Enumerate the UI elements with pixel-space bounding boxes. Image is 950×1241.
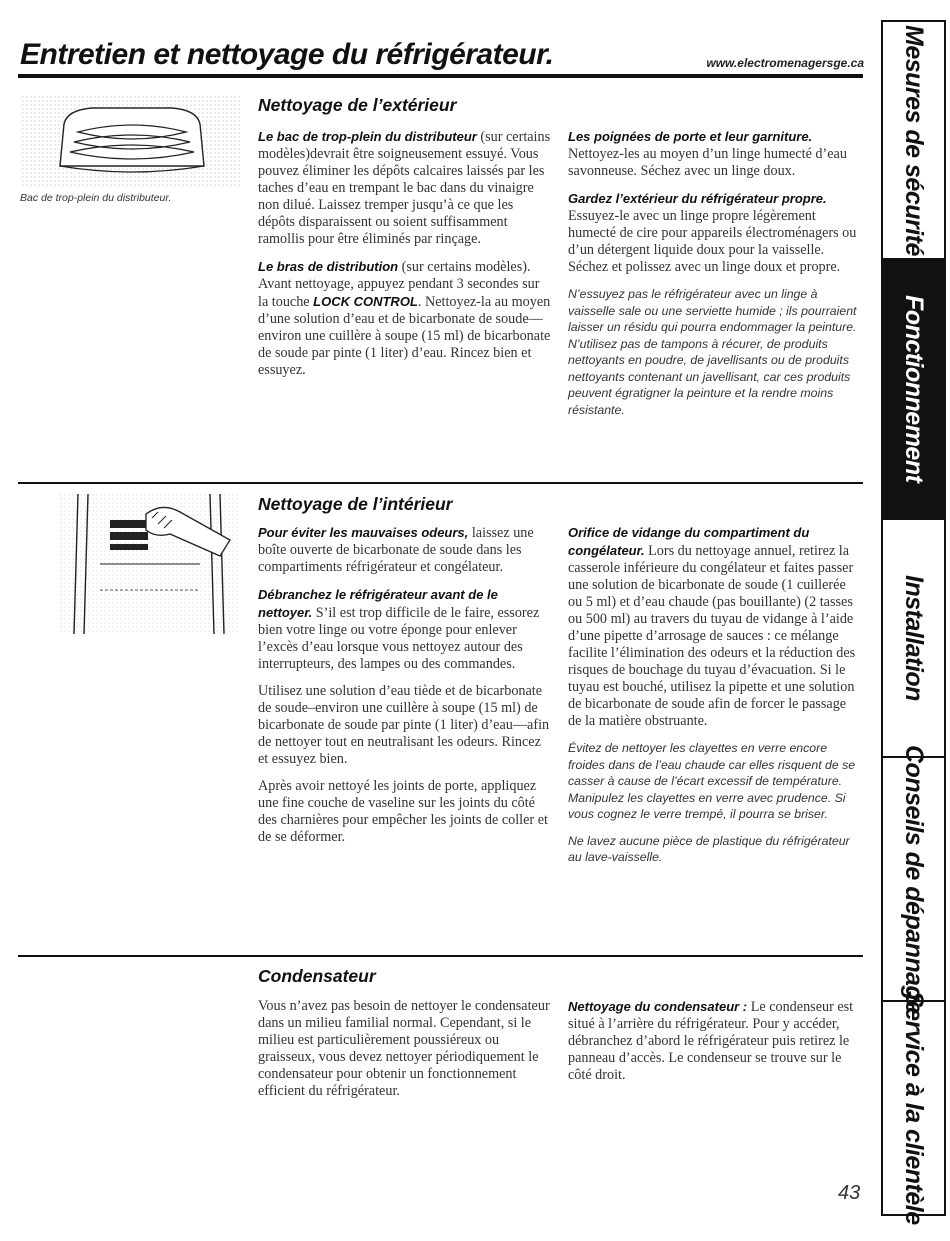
run-in-heading: Pour éviter les mauvaises odeurs, [258, 525, 469, 540]
run-in-heading: Les poignées de porte et leur garniture. [568, 129, 813, 144]
refrigerator-interior-illustration [60, 494, 240, 634]
exterior-column-right [568, 128, 860, 428]
paragraph: Utilisez une solution d’eau tiède et de bicarbonate de soude–environ une cuillère à soupe (15 ml) de bicarbonate de soude par pinte (1 liter) d’eau—afin de nettoyer tout en neutralisant les odeurs. Rincez et essuyez bien. [258, 683, 550, 767]
key-name: LOCK CONTROL [313, 294, 418, 309]
image-caption: Bac de trop-plein du distributeur. [20, 192, 172, 204]
body-text: Lors du nettoyage annuel, retirez la casserole inférieure du congélateur et faites passer une solution de bicarbonate de soude (1 cuillerée ou 5 ml) et d’eau chaude (pas bouillante) (2 tasses ou 500 ml) au travers du tuyau de vidange à l’aide d’une pipette d’arrosage de sauces : ce mélange facilite l’élimination des odeurs et la réduction des risques de bouchage du tuyau d’évacuation. Si le tuyau est bouché, utilisez la pipette et une solution de bicarbonate de soude afin de forcer le passage de la matière obstruante. [568, 543, 856, 729]
section-heading-condenser: Condensateur [258, 966, 376, 986]
paragraph [568, 998, 860, 1084]
run-in-heading: Gardez l’extérieur du réfrigérateur propre. [568, 191, 827, 206]
tab-safety[interactable] [883, 22, 944, 260]
tab-operation[interactable] [883, 260, 944, 520]
section-heading-interior: Nettoyage de l’intérieur [258, 494, 453, 514]
paragraph: Après avoir nettoyé les joints de porte, appliquez une fine couche de vaseline sur les joints du côté des charnières pour empêcher les joints de coller et de se déformer. [258, 778, 548, 845]
paragraph: Vous n’avez pas besoin de nettoyer le condensateur dans un milieu familial normal. Cependant, si le milieu est particulièrement poussiéreux ou graisseux, vous devez nettoyer périodiquement le condensateur pour obtenir un fonctionnement efficient du réfrigérateur. [258, 998, 550, 1099]
paragraph [258, 586, 552, 673]
paragraph [568, 190, 860, 276]
overflow-tray-illustration [22, 96, 240, 192]
body-text: (sur certains modèles). Avant nettoyage, appuyez pendant 3 secondes sur la touche [258, 259, 540, 310]
body-text: laissez une boîte ouverte de bicarbonate de soude dans les compartiments réfrigérateur et congélateur. [258, 525, 534, 575]
section-divider [18, 955, 863, 957]
page-title: Entretien et nettoyage du réfrigérateur. [20, 38, 554, 71]
paragraph [258, 128, 552, 248]
tab-label: Mesures de sécurité [900, 24, 928, 256]
paragraph [568, 524, 860, 730]
condenser-column-right [568, 998, 860, 1094]
tab-troubleshooting[interactable] [883, 744, 944, 1014]
website-url[interactable]: www.electromenagersge.ca [706, 56, 864, 70]
interior-column-left [258, 524, 552, 856]
tab-label: Fonctionnement [900, 295, 928, 483]
caution-note: Ne lavez aucune pièce de plastique du réfrigérateur au lave-vaisselle. [568, 833, 850, 864]
run-in-heading: Nettoyage du condensateur : [568, 999, 748, 1014]
caution-note: Évitez de nettoyer les clayettes en verre encore froides dans de l’eau chaude car elles risquent de se casser à cause de l’écart excessif de température. Manipulez les clayettes en verre avec prudence. Si vous cognez le verre trempé, il pourra se briser. [568, 741, 856, 821]
body-text: Le condenseur est situé à l’arrière du réfrigérateur. Pour y accéder, débranchez d’abord le réfrigérateur puis retirez le panneau d’accès. Le condenseur se trouve sur le côté droit. [568, 999, 854, 1083]
tab-customer-service[interactable] [883, 991, 944, 1225]
header-rule [18, 74, 863, 78]
exterior-column-left [258, 128, 552, 389]
tab-label: Installation [900, 575, 928, 701]
section-heading-exterior: Nettoyage de l’extérieur [258, 95, 457, 115]
run-in-heading: Débranchez le réfrigérateur avant de le nettoyer. [258, 587, 498, 620]
body-text: (sur certains modèles)devrait être soigneusement essuyé. Vous pouvez éliminer les dépôts calcaires laissés par les taches d’eau en trempant le bac dans du vinaigre non dilué. Laissez tremper jusqu’à ce que les dépôts disparaissent ou soient suffisamment ramollis pour être éliminés par rinçage. [258, 129, 551, 247]
paragraph [568, 128, 860, 180]
section-divider [18, 482, 863, 484]
body-text: S’il est trop difficile de le faire, essorez bien votre linge ou votre éponge pour enlever l’excès d’eau lorsque vous nettoyez autour des interrupteurs, des lampes ou des commandes. [258, 605, 540, 672]
tab-label: Conseils de dépannage [900, 744, 928, 1014]
run-in-heading: Le bac de trop-plein du distributeur [258, 129, 477, 144]
page-number: 43 [838, 1182, 861, 1204]
caution-note: N’essuyez pas le réfrigérateur avec un linge à vaisselle sale ou une serviette humide ; ils pourraient laisser un résidu qui pourra endommager la peinture. N’utilisez pas de tampons à récurer, de produits nettoyants en poudre, de javellisants ou de produits nettoyants contenant un javellisant, car ces produits peuvent égratigner la peinture et la rendre moins résistante. [568, 287, 857, 417]
body-text: Essuyez-le avec un linge propre légèrement humecté de cire pour appareils électroménagers ou d’un détergent liquide doux pour la vaisselle. Séchez et polissez avec un linge doux et propre. [568, 208, 857, 275]
condenser-column-left [258, 998, 552, 1110]
tab-label: Service à la clientèle [900, 991, 928, 1225]
run-in-heading: Le bras de distribution [258, 259, 399, 274]
run-in-heading: Orifice de vidange du compartiment du congélateur. [568, 525, 810, 558]
section-tabs [881, 20, 946, 1225]
tab-installation[interactable] [883, 520, 944, 758]
paragraph [258, 258, 552, 379]
paragraph [258, 524, 552, 576]
interior-column-right [568, 524, 860, 876]
body-text: Nettoyez-les au moyen d’un linge humecté d’eau savonneuse. Séchez avec un linge doux. [568, 146, 847, 179]
body-text: . Nettoyez-la au moyen d’une solution d’eau et de bicarbonate de soude—environ une cuillère à soupe (15 ml) de bicarbonate de soude par pinte (1 liter) d’eau. Rincez bien et essuyez. [258, 294, 551, 378]
